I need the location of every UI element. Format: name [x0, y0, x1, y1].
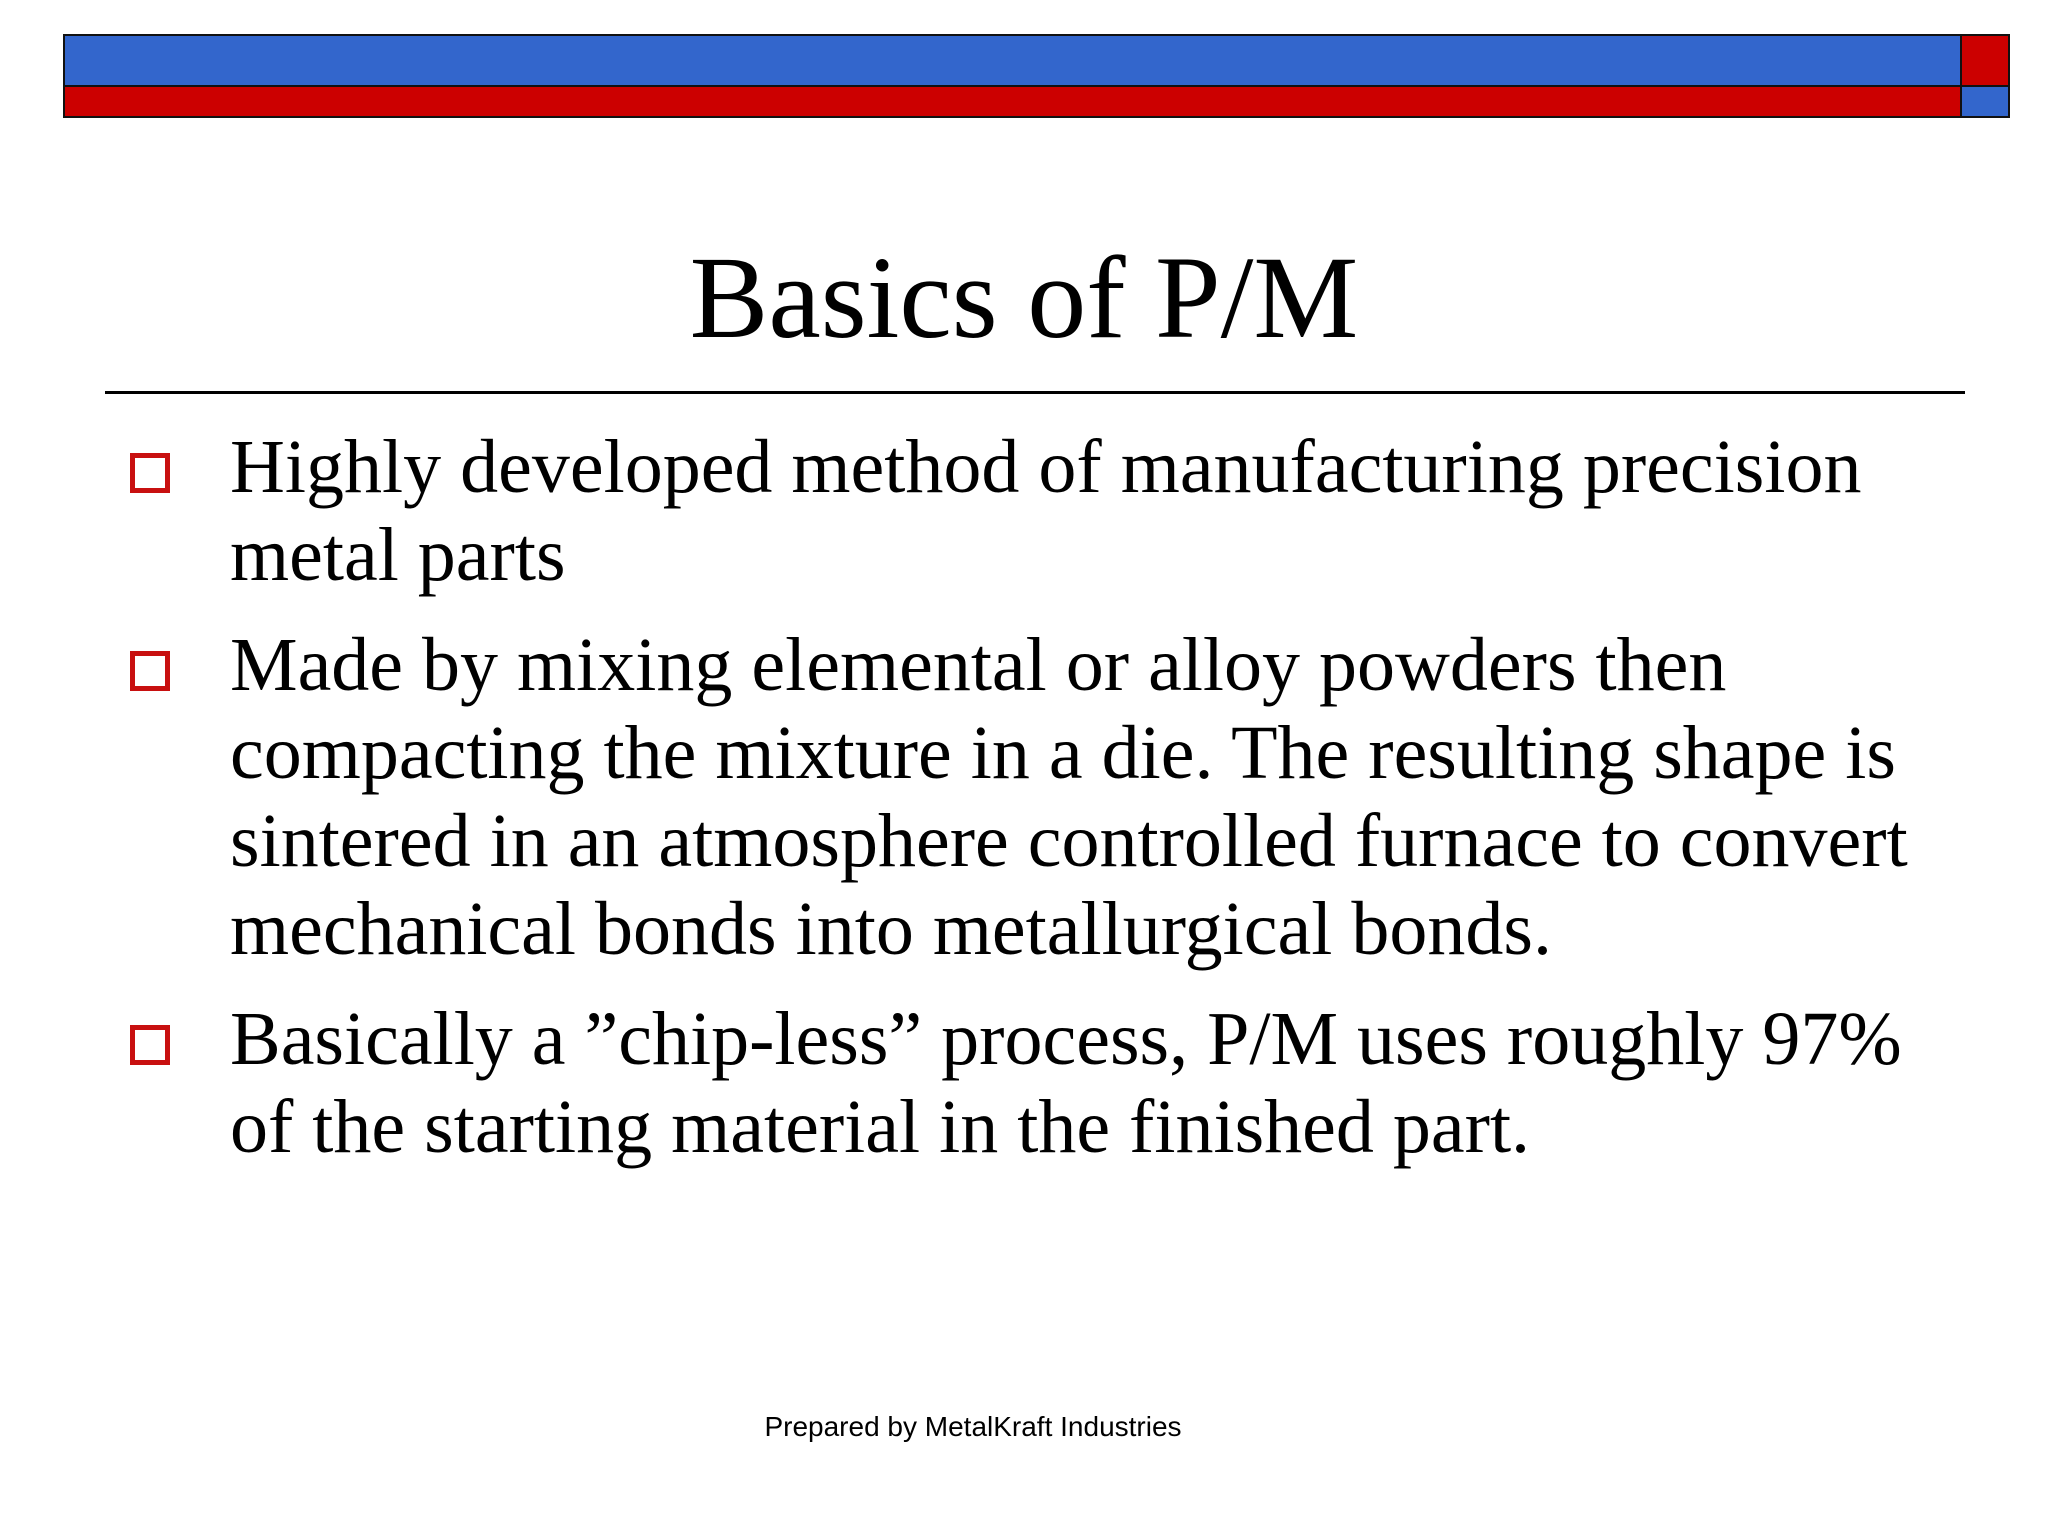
slide-footer: Prepared by MetalKraft Industries — [764, 1411, 1182, 1442]
bullet-text: Made by mixing elemental or alloy powders then compacting the mixture in a die. The resulting shape is sintered in an atmosphere controlled furnace to convert mechanical bonds into metallurgical bonds. — [230, 623, 1908, 971]
bullet-item-1 — [0, 423, 2048, 599]
header-blue-bar — [63, 34, 1962, 87]
slide-title: Basics of P/M — [689, 232, 1359, 363]
header-corner-blue-block — [1960, 85, 2010, 118]
hollow-square-icon — [130, 453, 170, 493]
title-divider — [105, 391, 1965, 394]
hollow-square-icon — [130, 651, 170, 691]
header-corner-red-block — [1960, 34, 2010, 87]
header-red-bar — [63, 85, 1962, 118]
bullet-list — [0, 423, 2048, 1193]
bullet-item-2 — [0, 621, 2048, 973]
bullet-item-3 — [0, 995, 2048, 1171]
bullet-text: Highly developed method of manufacturing precision metal parts — [230, 425, 1862, 597]
hollow-square-icon — [130, 1025, 170, 1065]
bullet-text: Basically a ”chip-less” process, P/M uses roughly 97% of the starting material in the finished part. — [230, 997, 1902, 1169]
